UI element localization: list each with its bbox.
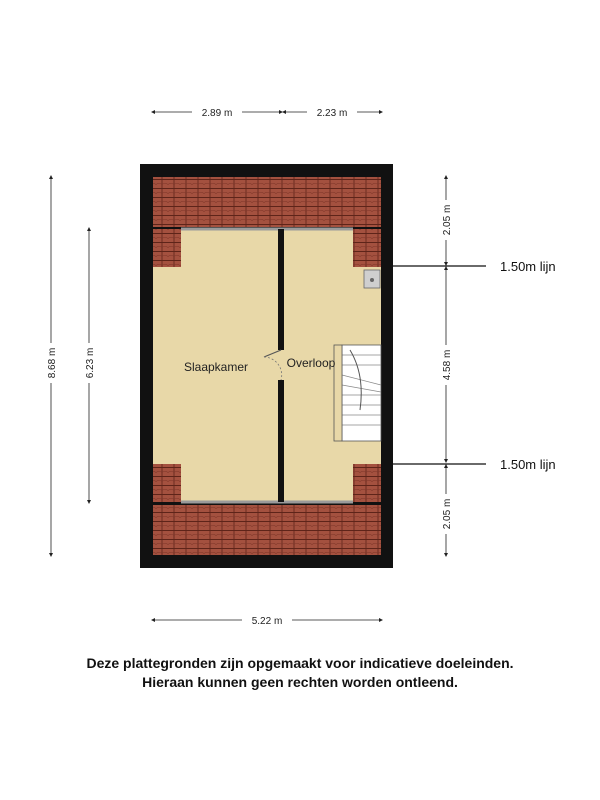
dim-right-middle: 4.58 m xyxy=(442,349,453,381)
dim-left-inner: 6.23 m xyxy=(85,347,96,379)
height-line-top xyxy=(393,259,556,274)
dimension-top xyxy=(153,104,381,119)
dimension-right xyxy=(439,177,453,555)
dim-bottom: 5.22 m xyxy=(251,616,283,627)
roof-corner-tr xyxy=(353,229,381,267)
staircase[interactable] xyxy=(334,345,381,441)
room-label-landing: Overloop xyxy=(286,356,336,370)
dim-left-outer: 8.68 m xyxy=(47,347,58,379)
roof-corner-bl xyxy=(153,464,181,502)
disclaimer-line-2: Hieraan kunnen geen rechten worden ontleend. xyxy=(142,674,458,690)
roof-top xyxy=(153,177,381,227)
roof-corner-tl xyxy=(153,229,181,267)
room-label-bedroom: Slaapkamer xyxy=(183,360,249,374)
dim-right-bottom: 2.05 m xyxy=(442,498,453,530)
dim-right-top: 2.05 m xyxy=(442,204,453,236)
svg-text:1.50m lijn: 1.50m lijn xyxy=(500,457,556,472)
dim-top-left: 2.89 m xyxy=(201,108,233,119)
height-line-bottom xyxy=(393,457,556,472)
roof-corner-br xyxy=(353,464,381,502)
dimension-left xyxy=(44,177,96,555)
disclaimer-line-1: Deze plattegronden zijn opgemaakt voor indicatieve doeleinden. xyxy=(86,655,514,671)
dimension-bottom xyxy=(153,612,381,627)
dim-top-right: 2.23 m xyxy=(316,108,348,119)
disclaimer xyxy=(0,654,600,692)
svg-text:1.50m lijn: 1.50m lijn xyxy=(500,259,556,274)
roof-bottom xyxy=(153,505,381,555)
